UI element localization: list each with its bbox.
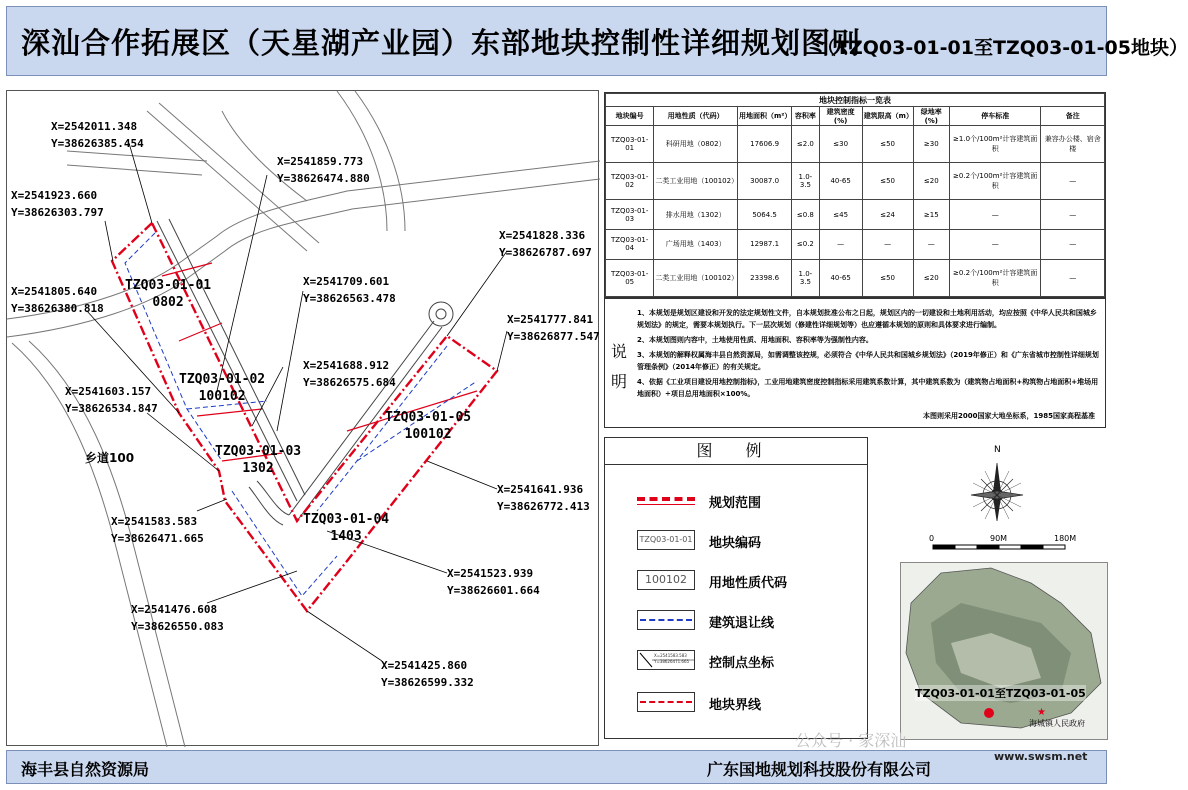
table-cell: — (1041, 230, 1105, 260)
table-cell: ≤20 (913, 163, 949, 200)
table-cell: — (1041, 163, 1105, 200)
column-header: 地块编号 (606, 107, 654, 126)
table-row (606, 259, 1105, 296)
issuer-name: 海丰县自然资源局 (21, 760, 150, 779)
control-point-symbol: X=2541583.583 Y=38626471.665 (637, 650, 695, 670)
control-point-coord: X=2541859.773 Y=38626474.880 (277, 155, 370, 185)
legend-item (605, 526, 867, 556)
table-cell: 40-65 (819, 259, 862, 296)
table-cell: 12987.1 (737, 230, 791, 260)
table-cell: 排水用地（1302） (654, 200, 738, 230)
column-header: 绿地率(%) (913, 107, 949, 126)
control-point-coord: X=2541923.660 Y=38626303.797 (11, 189, 104, 219)
plot-label: TZQ03-01-02 100102 (179, 372, 266, 404)
table-cell: ≥0.2个/100m²计容建筑面积 (950, 259, 1041, 296)
company-name: 广东国地规划科技股份有限公司 (707, 760, 932, 779)
legend-item (605, 646, 867, 676)
page-title: 深汕合作拓展区（天星湖产业园）东部地块控制性详细规划图则 (21, 26, 862, 60)
scale-bar (933, 545, 1065, 549)
terrain-image (901, 563, 1107, 739)
table-cell: ≤50 (862, 163, 913, 200)
column-header: 备注 (1041, 107, 1105, 126)
table-cell: TZQ03-01-03 (606, 200, 654, 230)
table-cell: — (1041, 200, 1105, 230)
project-location-marker (984, 708, 994, 718)
control-point-coord: X=2541523.939 Y=38626601.664 (447, 567, 540, 597)
table-cell: ≥0.2个/100m²计容建筑面积 (950, 163, 1041, 200)
table-cell: ≤45 (819, 200, 862, 230)
plot-label: TZQ03-01-05 100102 (385, 410, 472, 442)
scale-tick-label: 0 (929, 534, 935, 543)
table-cell: TZQ03-01-01 (606, 126, 654, 163)
table-row (606, 200, 1105, 230)
location-map (900, 562, 1108, 740)
table-cell: 30087.0 (737, 163, 791, 200)
note-item: 1、本规划是规划区建设和开发的法定规划性文件，自本规划批准公布之日起，规划区内的一切建设和土地利用活动，均应按照《中华人民共和国城乡规划法》的规定，需要本规划执行。下一层次规划（修建性详细规划等）也应遵循本规划的原则和具体要求进行编制。 (637, 309, 1097, 329)
notes-panel (604, 298, 1106, 428)
gov-star-icon: ★ (1037, 707, 1046, 718)
compass-and-scale (878, 445, 1106, 555)
scale-tick-label: 180M (1054, 534, 1077, 543)
control-point-coord: X=2541603.157 Y=38626534.847 (65, 385, 158, 415)
plot-label: TZQ03-01-04 1403 (303, 512, 390, 544)
table-cell: — (950, 200, 1041, 230)
control-point-coord: X=2542011.348 Y=38626385.454 (51, 120, 144, 150)
table-cell: — (862, 230, 913, 260)
title-bar (6, 6, 1188, 76)
table-cell: 兼容办公楼、宿舍楼 (1041, 126, 1105, 163)
table-cell: ≥1.0个/100m²计容建筑面积 (950, 126, 1041, 163)
table-header-row (606, 107, 1105, 126)
table-cell: ≥15 (913, 200, 949, 230)
table-cell: TZQ03-01-05 (606, 259, 654, 296)
control-index-table (604, 92, 1106, 298)
setback-line-symbol (637, 610, 695, 630)
control-point-coord: X=2541641.936 Y=38626772.413 (497, 483, 590, 513)
column-header: 建筑限高（m） (862, 107, 913, 126)
table-cell: ≤0.8 (792, 200, 819, 230)
control-point-coord: X=2541805.640 Y=38626380.818 (11, 285, 104, 315)
legend-title: 图 例 (605, 438, 867, 465)
legend-item (605, 566, 867, 596)
legend-label: 控制点坐标 (709, 656, 775, 671)
table-cell: ≤20 (913, 259, 949, 296)
plot-boundary-symbol (637, 692, 695, 712)
control-point-coord: X=2541828.336 Y=38626787.697 (499, 229, 592, 259)
coord-system-note: 本图则采用2000国家大地坐标系，1985国家高程基准 (923, 412, 1095, 420)
column-header: 建筑密度(%) (819, 107, 862, 126)
legend-label: 地块界线 (709, 698, 762, 713)
table-cell: ≤0.2 (792, 230, 819, 260)
legend-item (605, 688, 867, 718)
table-cell: 5064.5 (737, 200, 791, 230)
plot-label: TZQ03-01-01 0802 (125, 278, 212, 310)
table-row (606, 230, 1105, 260)
control-point-coord: X=2541476.608 Y=38626550.083 (131, 603, 224, 633)
land-use-symbol: 100102 (637, 570, 695, 590)
scale-tick-label: 90M (990, 534, 1008, 543)
table-cell: 17606.9 (737, 126, 791, 163)
table-cell: 广场用地（1403） (654, 230, 738, 260)
north-label: N (994, 445, 1001, 455)
table-cell: 科研用地（0802） (654, 126, 738, 163)
table-cell: ≥30 (913, 126, 949, 163)
column-header: 用地性质（代码） (654, 107, 738, 126)
legend-label: 用地性质代码 (709, 576, 788, 591)
legend-label: 地块编码 (709, 536, 762, 551)
table-caption: 地块控制指标一览表 (606, 94, 1105, 107)
control-point-coord: X=2541709.601 Y=38626563.478 (303, 275, 396, 305)
table-cell: — (819, 230, 862, 260)
notes-text (637, 307, 1099, 403)
table-cell: 1.0-3.5 (792, 163, 819, 200)
table-row (606, 163, 1105, 200)
watermark-site: www.swsm.net (994, 750, 1088, 763)
table-cell: TZQ03-01-04 (606, 230, 654, 260)
planning-boundary-symbol (637, 497, 695, 505)
plan-map (6, 90, 599, 746)
table-cell: — (1041, 259, 1105, 296)
control-point-coord: X=2541425.860 Y=38626599.332 (381, 659, 474, 689)
table-cell: — (950, 230, 1041, 260)
table-cell: — (913, 230, 949, 260)
road-name-label: 乡道100 (85, 451, 135, 465)
notes-label: 说 明 (611, 342, 628, 391)
table-cell: 二类工业用地（100102） (654, 259, 738, 296)
control-point-coord: X=2541777.841 Y=38626877.547 (507, 313, 600, 343)
legend-label: 建筑退让线 (709, 616, 775, 631)
column-header: 容积率 (792, 107, 819, 126)
watermark-text: 公众号 · 家深汕 (795, 731, 907, 750)
table-cell: 23398.6 (737, 259, 791, 296)
table-cell: ≤24 (862, 200, 913, 230)
gov-label: 海城镇人民政府 (1029, 719, 1085, 728)
column-header: 用地面积（m²） (737, 107, 791, 126)
note-item: 2、本规划图则内容中，土地使用性质、用地面积、容积率等为强制性内容。 (637, 336, 873, 344)
note-item: 3、本规划的解释权属海丰县自然资源局，如需调整该控规，必须符合《中华人民共和国城乡规划法》（2019年修正）和《广东省城市控制性详细规划管理条例》（2014年修正）的有关规定。 (637, 351, 1099, 371)
table-cell: ≤30 (819, 126, 862, 163)
table-cell: TZQ03-01-02 (606, 163, 654, 200)
page-subtitle: （TZQ03-01-01至TZQ03-01-05地块） (817, 37, 1188, 59)
note-item: 4、依据《工业项目建设用地控制指标》，工业用地建筑密度控制指标采用建筑系数计算，其中建筑系数为（建筑物占地面积+构筑物占地面积+堆场用地面积）÷项目总用地面积×100%。 (637, 378, 1099, 398)
control-point-coord: X=2541688.912 Y=38626575.684 (303, 359, 396, 389)
table-cell: 1.0-3.5 (792, 259, 819, 296)
table-cell: 40-65 (819, 163, 862, 200)
table-cell: ≤50 (862, 259, 913, 296)
table-cell: ≤2.0 (792, 126, 819, 163)
table-cell: 二类工业用地（100102） (654, 163, 738, 200)
plot-label: TZQ03-01-03 1302 (215, 444, 302, 476)
table-cell: ≤50 (862, 126, 913, 163)
plot-code-symbol: TZQ03-01-01 (637, 530, 695, 550)
location-range-label: TZQ03-01-01至TZQ03-01-05 (915, 687, 1086, 700)
control-point-coord: X=2541583.583 Y=38626471.665 (111, 515, 204, 545)
footer-bar (6, 750, 1107, 784)
legend-label: 规划范围 (709, 496, 762, 511)
table-row (606, 126, 1105, 163)
column-header: 停车标准 (950, 107, 1041, 126)
legend-item (605, 606, 867, 636)
legend-panel (604, 437, 868, 739)
legend-item (605, 486, 867, 516)
